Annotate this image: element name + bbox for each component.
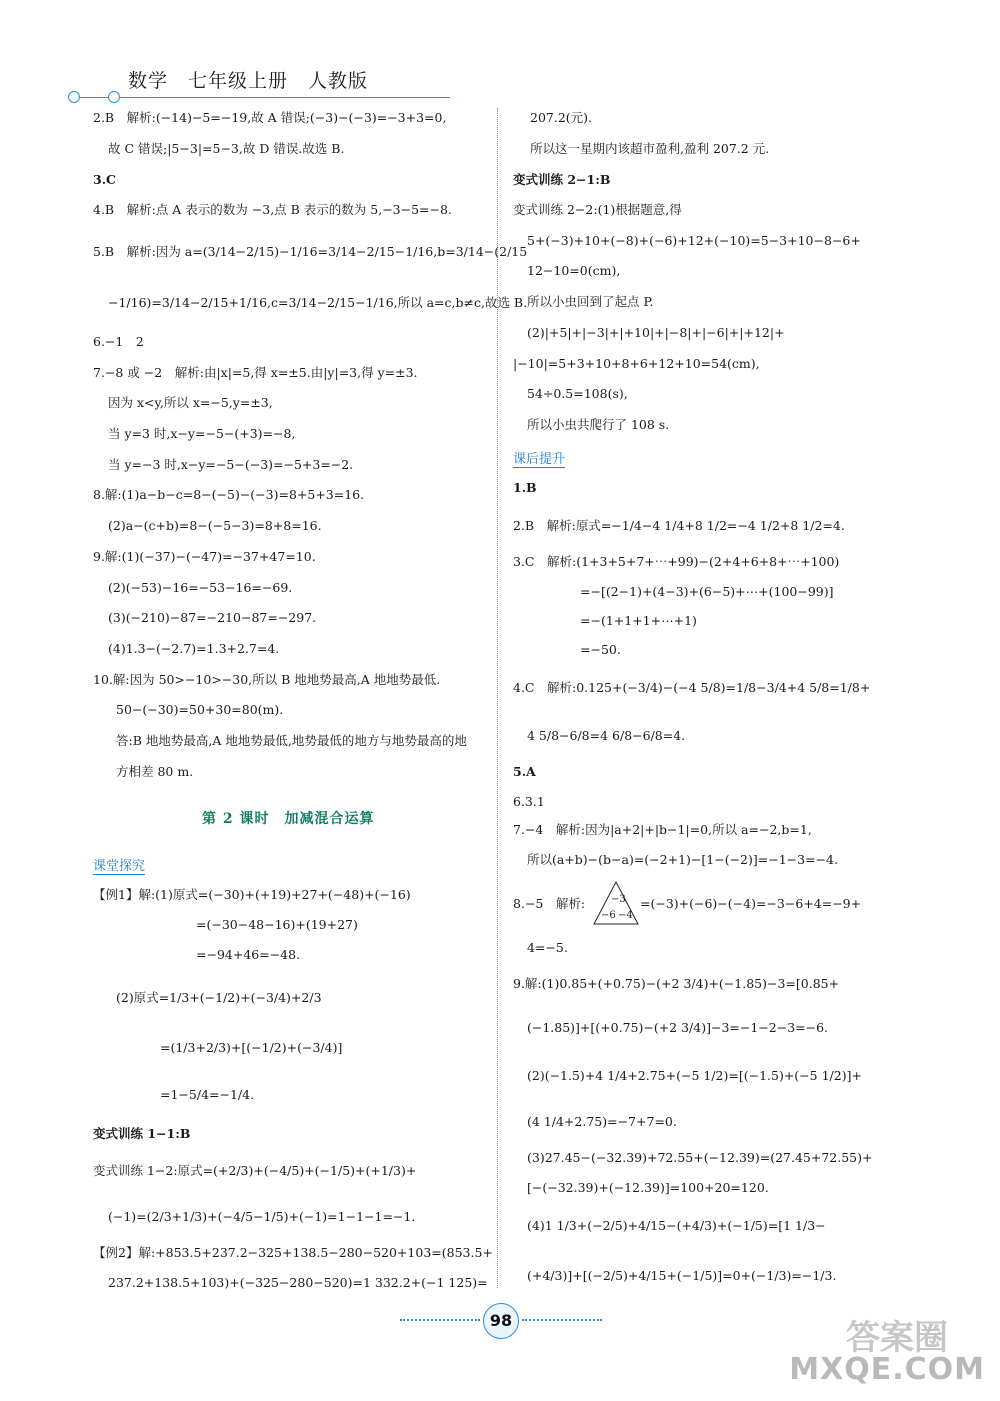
left-line: (−1)=(2/3+1/3)+(−4/5−1/5)+(−1)=1−1−1=−1. [108,1209,416,1224]
right-line: 12−10=0(cm), [527,263,621,278]
left-line: 【例1】解:(1)原式=(−30)+(+19)+27+(−48)+(−16) [93,887,411,902]
left-line: =(1/3+2/3)+[(−1/2)+(−3/4)] [160,1040,343,1055]
left-line: −1/16)=3/14−2/15+1/16,c=3/14−2/15−1/16,所以 a=c,b≠c,故选 B. [108,295,528,310]
right-line: 4 5/8−6/8=4 6/8−6/8=4. [527,728,686,743]
left-line: 变式训练 1−1:B [93,1126,191,1141]
right-line: 207.2(元). [530,110,593,125]
section-heading: 课堂探究 [93,855,145,875]
right-line: =−[(2−1)+(4−3)+(6−5)+⋯+(100−99)] [580,584,834,599]
right-line: (3)27.45−(−32.39)+72.55+(−12.39)=(27.45+72.55)+ [527,1150,873,1165]
left-line: 6.−1 2 [93,334,144,349]
right-line: (−1.85)]+[(+0.75)−(+2 3/4)]−3=−1−2−3=−6. [527,1020,829,1035]
right-line: 4.C 解析:0.125+(−3/4)−(−4 5/8)=1/8−3/4+4 5/8=1/8+ [513,680,871,695]
left-line: 答:B 地地势最高,A 地地势最低,地势最低的地方与地势最高的地 [116,733,467,748]
left-line: =−94+46=−48. [196,947,301,962]
lesson-title: 第 2 课时 加减混合运算 [202,811,375,827]
right-line: 8.−5 解析: [513,896,586,911]
watermark-url: MXQE.COM [789,1352,985,1387]
right-line: 5.A [513,764,536,779]
right-line: 所以(a+b)−(b−a)=(−2+1)−[1−(−2)]=−1−3=−4. [527,852,838,867]
right-line: (+4/3)]+[(−2/5)+4/15+(−1/5)]=0+(−1/3)=−1/3. [527,1268,837,1283]
right-line: 变式训练 2−1:B [513,172,611,187]
left-line: =(−30−48−16)+(19+27) [196,917,358,932]
triangle-right-value: −4 [618,910,633,921]
watermark-logo: 答案圈 [846,1318,948,1358]
right-line: (4 1/4+2.75)=−7+7=0. [527,1114,677,1129]
right-line: 所以这一星期内该超市盈利,盈利 207.2 元. [530,141,770,156]
right-line: =−50. [580,642,621,657]
left-line: 10.解:因为 50>−10>−30,所以 B 地地势最高,A 地地势最低. [93,672,441,687]
left-line: 【例2】解:+853.5+237.2−325+138.5−280−520+103=(853.5+ [93,1245,493,1260]
triangle-top-value: −3 [611,894,626,905]
left-line: 2.B 解析:(−14)−5=−19,故 A 错误;(−3)−(−3)=−3+3=0, [93,110,447,125]
right-line: 54÷0.5=108(s), [527,386,628,401]
left-line: (3)(−210)−87=−210−87=−297. [108,610,317,625]
left-line: (2)原式=1/3+(−1/2)+(−3/4)+2/3 [116,990,322,1005]
left-line: 当 y=−3 时,x−y=−5−(−3)=−5+3=−2. [108,457,354,472]
left-line: 当 y=3 时,x−y=−5−(+3)=−8, [108,426,296,441]
left-line: 因为 x<y,所以 x=−5,y=±3, [108,395,273,410]
left-line: 变式训练 1−2:原式=(+2/3)+(−4/5)+(−1/5)+(+1/3)+ [93,1163,417,1178]
header-title: 数学 七年级上册 人教版 [128,70,369,92]
left-line: (4)1.3−(−2.7)=1.3+2.7=4. [108,641,280,656]
triangle-left-value: −6 [601,910,616,921]
left-line: (2)(−53)−16=−53−16=−69. [108,580,293,595]
header-dot-left [68,91,80,103]
left-line: 237.2+138.5+103)+(−325−280−520)=1 332.2+(−1 125)= [108,1275,488,1290]
right-line: (4)1 1/3+(−2/5)+4/15−(+4/3)+(−1/5)=[1 1/3− [527,1218,826,1233]
header-dot-mid [108,91,120,103]
number-triangle-figure [592,880,640,926]
page-number: 98 [483,1303,519,1339]
right-line: |−10|=5+3+10+8+6+12+10=54(cm), [513,356,760,371]
left-line: 4.B 解析:点 A 表示的数为 −3,点 B 表示的数为 5,−3−5=−8. [93,202,452,217]
column-divider [497,108,498,1288]
section-heading: 课后提升 [513,448,565,468]
left-line: 7.−8 或 −2 解析:由|x|=5,得 x=±5.由|y|=3,得 y=±3. [93,365,418,380]
left-line: 故 C 错误;|5−3|=5−3,故 D 错误.故选 B. [108,141,345,156]
right-line: 1.B [513,480,537,495]
right-line: 所以小虫共爬行了 108 s. [527,417,670,432]
footer-dots-left [400,1319,480,1321]
right-line: 变式训练 2−2:(1)根据题意,得 [513,202,682,217]
right-line: 6.3.1 [513,794,545,809]
right-line: (2)|+5|+|−3|+|+10|+|−8|+|−6|+|+12|+ [527,325,785,340]
left-line: 9.解:(1)(−37)−(−47)=−37+47=10. [93,549,316,564]
left-line: 方相差 80 m. [116,764,194,779]
left-line: 3.C [93,172,116,187]
right-line: =−(1+1+1+⋯+1) [580,613,697,628]
right-line: 7.−4 解析:因为|a+2|+|b−1|=0,所以 a=−2,b=1, [513,822,812,837]
left-line: 50−(−30)=50+30=80(m). [116,702,284,717]
footer-dots-right [522,1319,602,1321]
right-line: 2.B 解析:原式=−1/4−4 1/4+8 1/2=−4 1/2+8 1/2=4. [513,518,845,533]
right-line: =(−3)+(−6)−(−4)=−3−6+4=−9+ [640,896,862,911]
left-line: 8.解:(1)a−b−c=8−(−5)−(−3)=8+5+3=16. [93,487,365,502]
right-line: 9.解:(1)0.85+(+0.75)−(+2 3/4)+(−1.85)−3=[0.85+ [513,976,840,991]
right-line: 4=−5. [527,940,568,955]
left-line: (2)a−(c+b)=8−(−5−3)=8+8=16. [108,518,322,533]
left-line: 5.B 解析:因为 a=(3/14−2/15)−1/16=3/14−2/15−1/16,b=3/14−(2/15 [93,244,528,259]
right-line: 3.C 解析:(1+3+5+7+⋯+99)−(2+4+6+8+⋯+100) [513,554,840,569]
right-line: 所以小虫回到了起点 P. [527,294,654,309]
left-line: =1−5/4=−1/4. [160,1087,255,1102]
header-rule [70,97,450,98]
right-line: 5+(−3)+10+(−8)+(−6)+12+(−10)=5−3+10−8−6+ [527,233,861,248]
right-line: (2)(−1.5)+4 1/4+2.75+(−5 1/2)=[(−1.5)+(−5 1/2)]+ [527,1068,862,1083]
right-line: [−(−32.39)+(−12.39)]=100+20=120. [527,1180,769,1195]
